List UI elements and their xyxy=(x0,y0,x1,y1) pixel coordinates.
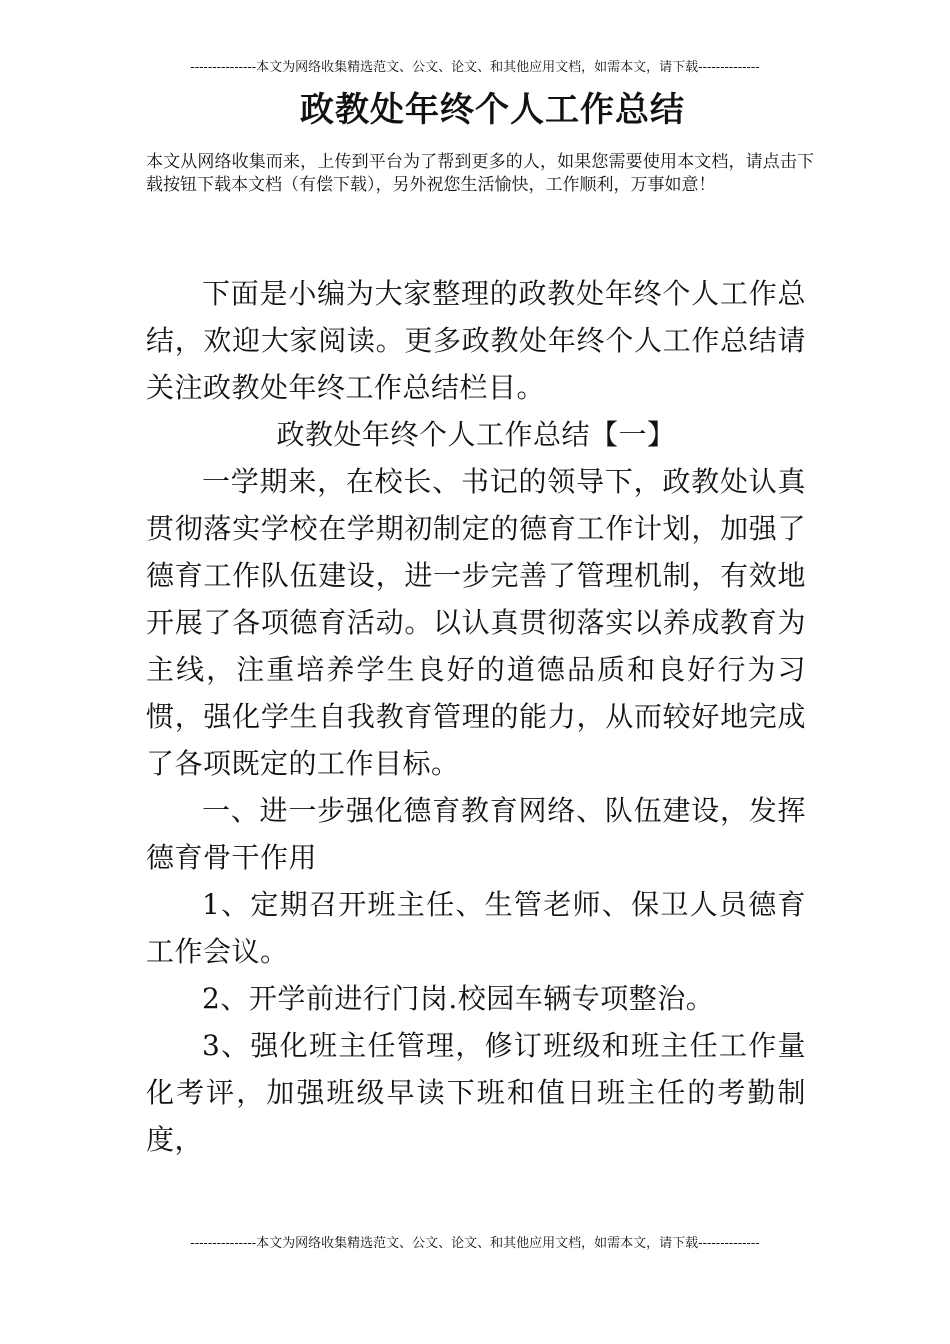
intro-note: 本文从网络收集而来，上传到平台为了帮到更多的人，如果您需要使用本文档，请点击下载按钮下载本文档（有偿下载），另外祝您生活愉快，工作顺利，万事如意！ xyxy=(146,152,814,195)
header-banner: ---------------本文为网络收集精选范文、公文、论文、和其他应用文档，如需本文，请下载-------------- xyxy=(190,60,760,75)
paragraph-item-1: 1、定期召开班主任、生管老师、保卫人员德育工作会议。 xyxy=(146,888,806,968)
paragraph-point-one: 一、进一步强化德育教育网络、队伍建设，发挥德育骨干作用 xyxy=(146,794,806,874)
section-heading: 政教处年终个人工作总结【一】 xyxy=(276,418,676,451)
paragraph-summary: 一学期来，在校长、书记的领导下，政教处认真贯彻落实学校在学期初制定的德育工作计划，加强了德育工作队伍建设，进一步完善了管理机制，有效地开展了各项德育活动。以认真贯彻落实以养成教育为主线，注重培养学生良好的道德品质和良好行为习惯，强化学生自我教育管理的能力，从而较好地完成了各项既定的工作目标。 xyxy=(146,465,806,780)
paragraph-item-2: 2、开学前进行门岗.校园车辆专项整治。 xyxy=(202,982,715,1015)
paragraph-item-3: 3、强化班主任管理，修订班级和班主任工作量化考评，加强班级早读下班和值日班主任的考勤制度， xyxy=(146,1029,806,1156)
document-body xyxy=(146,270,806,1163)
footer-banner: ---------------本文为网络收集精选范文、公文、论文、和其他应用文档，如需本文，请下载-------------- xyxy=(190,1236,760,1251)
document-title: 政教处年终个人工作总结 xyxy=(300,90,685,130)
paragraph-intro: 下面是小编为大家整理的政教处年终个人工作总结，欢迎大家阅读。更多政教处年终个人工作总结请关注政教处年终工作总结栏目。 xyxy=(146,277,806,404)
